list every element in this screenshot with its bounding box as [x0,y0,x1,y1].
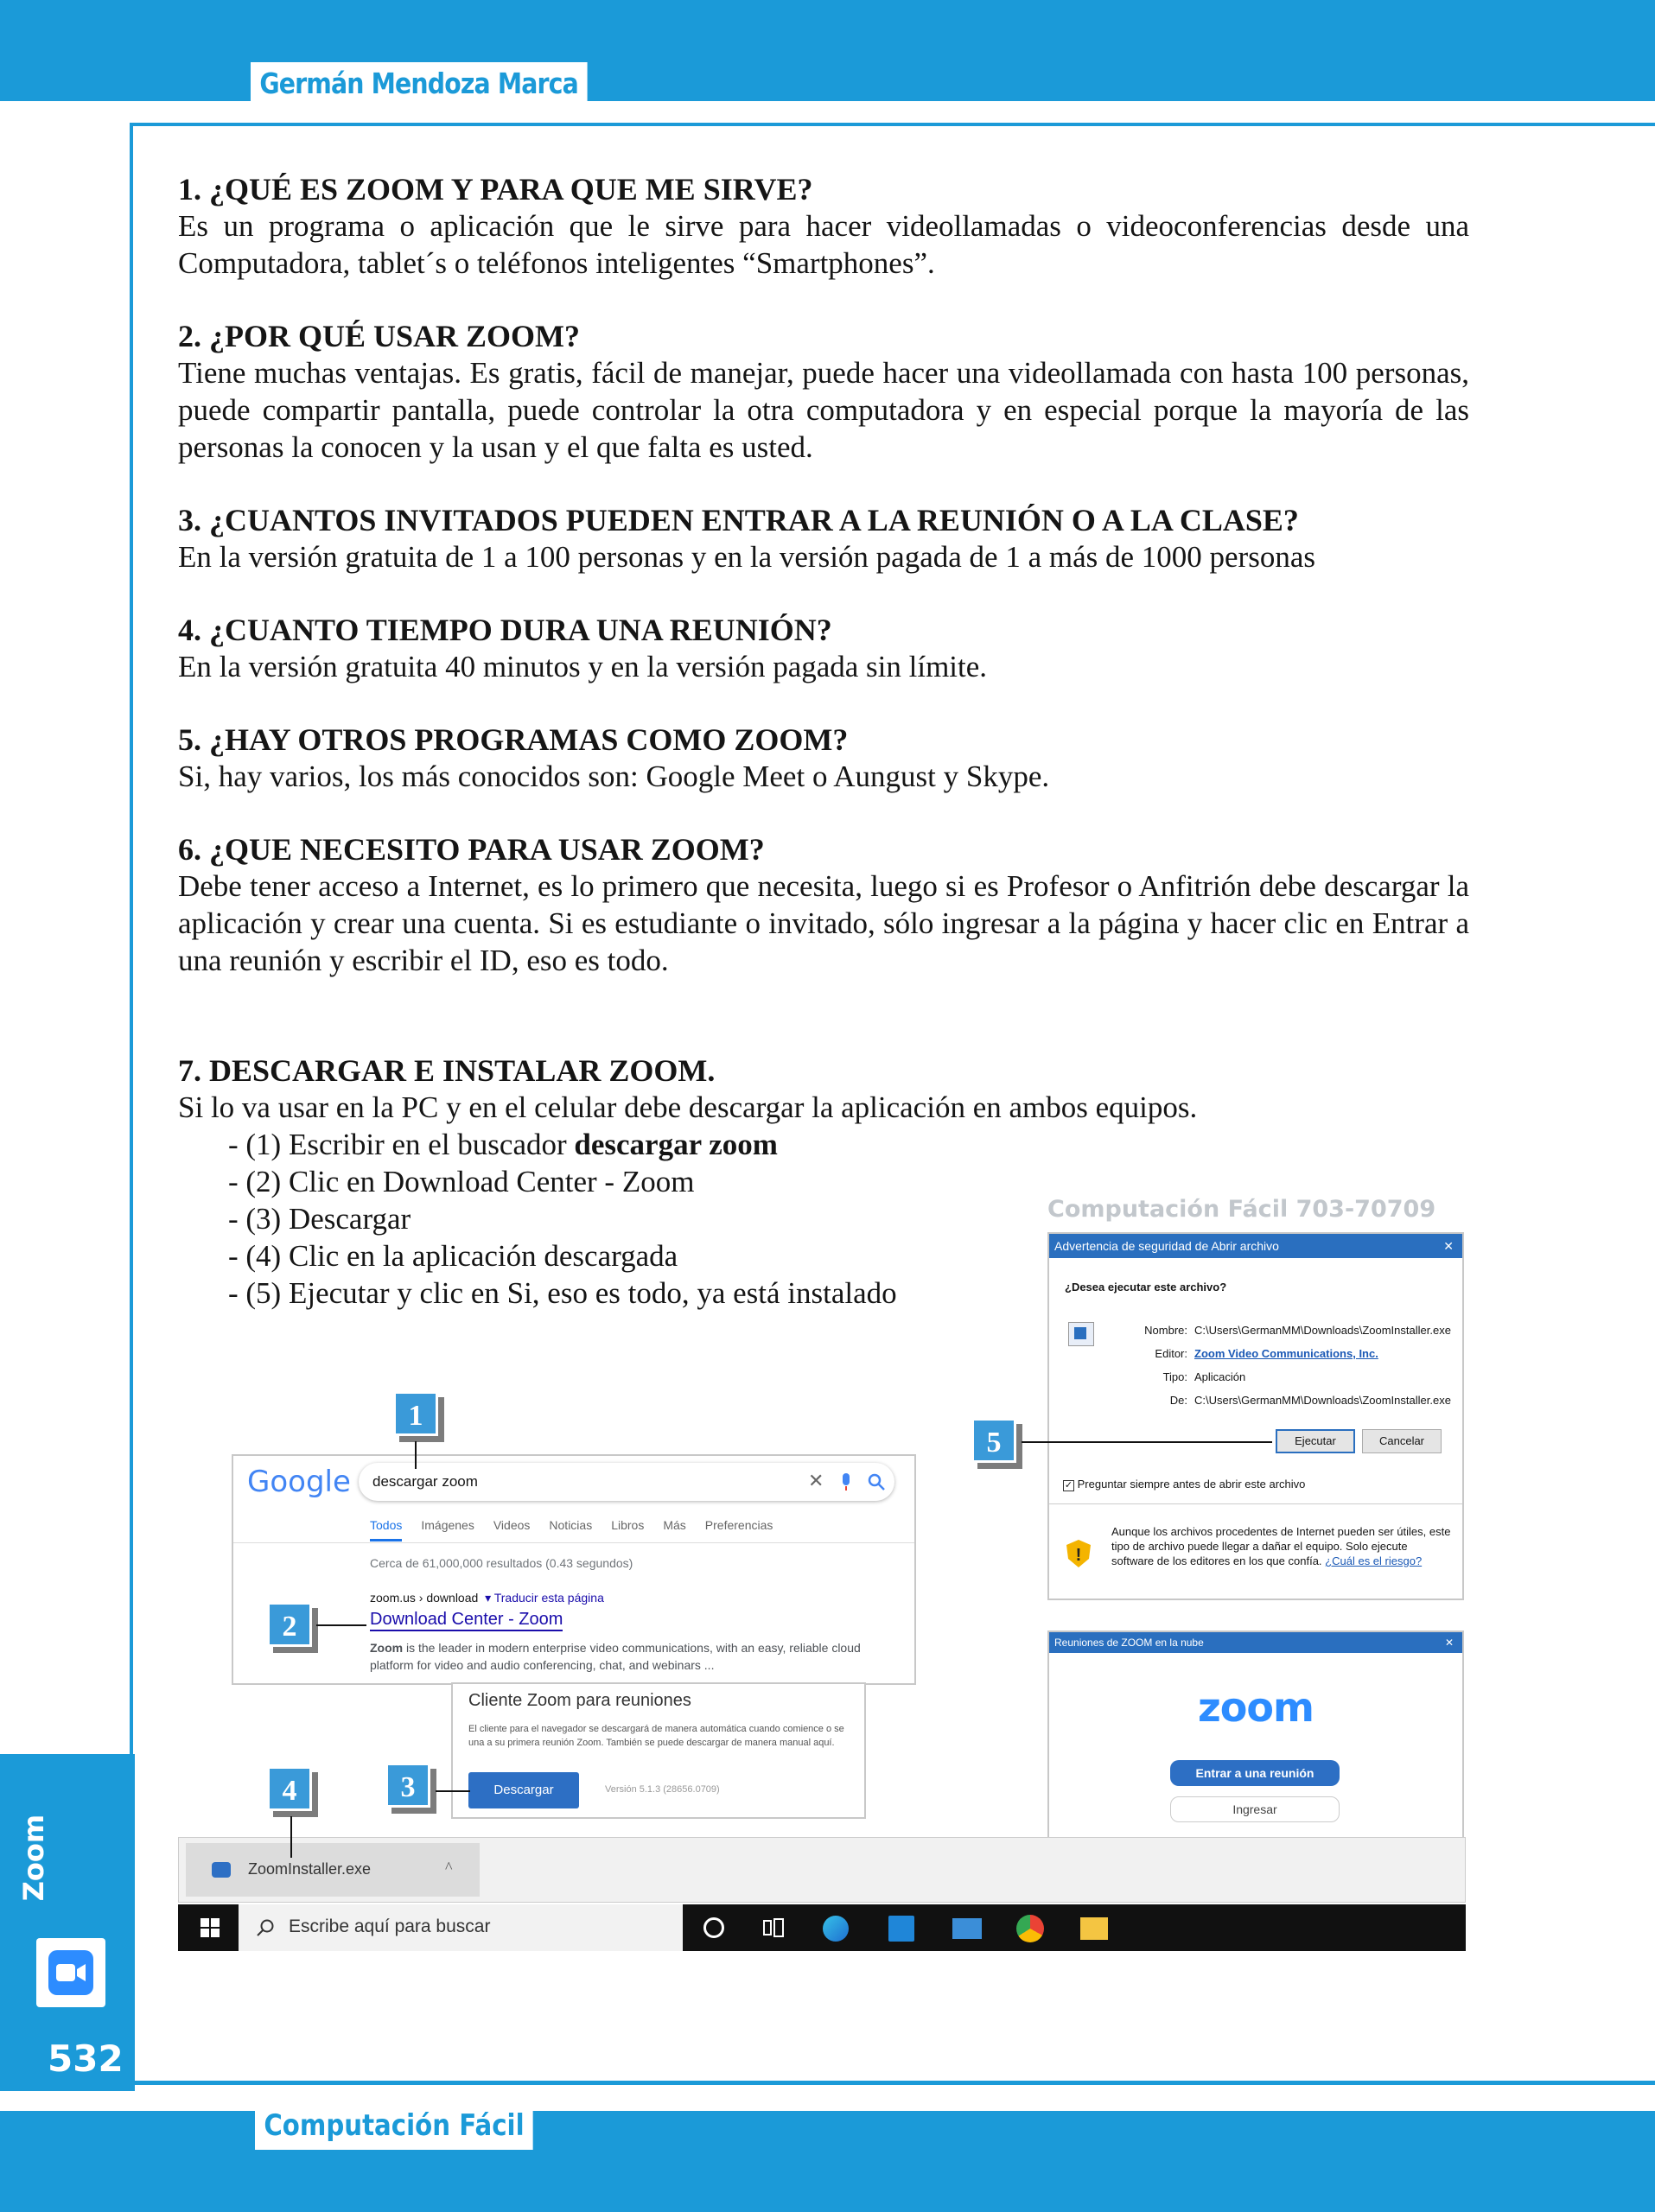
download-file-name: ZoomInstaller.exe [248,1860,372,1878]
risk-link[interactable]: ¿Cuál es el riesgo? [1325,1554,1423,1567]
section-title: 3. ¿CUANTOS INVITADOS PUEDEN ENTRAR A LA REUNIÓN O A LA CLASE? [178,503,1299,537]
section-body: En la versión gratuita de 1 a 100 personas y en la versión pagada de 1 a más de 1000 personas [178,540,1315,574]
zoom-logo: zoom [1198,1684,1314,1731]
client-desc: El cliente para el navegador se descargará de manera automática cuando comience o se una a su primera reunión Zoom. También se puede descargar de manera manual aquí. [468,1724,844,1748]
result-breadcrumb: zoom.us › download [370,1591,479,1605]
callout-1-arrow [415,1441,417,1469]
dialog-labels: Nombre: Editor: Tipo: De: [1144,1324,1187,1407]
download-button[interactable]: Descargar [468,1772,579,1808]
tab-todos[interactable]: Todos [370,1518,402,1541]
windows-taskbar [178,1904,1466,1951]
mic-icon[interactable] [839,1471,853,1492]
section-2 [178,318,1469,466]
publisher-link[interactable]: Zoom Video Communications, Inc. [1194,1347,1378,1360]
main-text [178,171,1469,1312]
divider [1049,1503,1462,1504]
callout-2-arrow [316,1624,366,1626]
step-item: - (3) Descargar [228,1202,411,1236]
shield-warning-icon [1065,1538,1092,1569]
always-ask-checkbox[interactable]: ✓ Preguntar siempre antes de abrir este archivo [1064,1478,1306,1491]
google-logo: Google [247,1465,351,1499]
author-name: Germán Mendoza Marca [251,62,587,105]
section-4 [178,612,1469,685]
cortana-icon[interactable] [703,1917,724,1938]
chevron-up-icon[interactable]: ^ [445,1859,453,1876]
svg-text:!: ! [1075,1546,1082,1565]
file-icon [1068,1322,1094,1346]
taskbar-search[interactable] [239,1904,683,1951]
join-meeting-button[interactable]: Entrar a una reunión [1170,1760,1340,1786]
client-title: Cliente Zoom para reuniones [468,1691,691,1710]
section-title: 4. ¿CUANTO TIEMPO DURA UNA REUNIÓN? [178,613,832,647]
step-item: - (1) Escribir en el buscador descargar zoom [228,1128,778,1161]
search-icon[interactable] [867,1472,886,1491]
step-item: - (4) Clic en la aplicación descargada [228,1239,678,1273]
file-explorer-icon[interactable] [1080,1917,1108,1940]
callout-5-arrow [1022,1441,1272,1443]
frame-left [130,123,133,1760]
search-icon [256,1918,275,1937]
section-body: Debe tener acceso a Internet, es lo primero que necesita, luego si es Profesor o Anfitrión debe descargar la aplicación y crear una cuenta. Si es estudiante o invitado, sólo ingresar a la página y hacer clic en Entrar a una reunión y escribir el ID, eso es todo. [178,869,1469,977]
window-titlebar [1049,1632,1462,1653]
window-title: Reuniones de ZOOM en la nube [1054,1637,1204,1649]
download-item[interactable] [186,1843,480,1897]
frame-bottom [130,2081,1655,2085]
callout-2: 2 [267,1602,312,1647]
page-number: 532 [0,2026,135,2091]
sign-in-button[interactable]: Ingresar [1170,1796,1340,1822]
top-banner [0,0,1655,101]
section-title: 7. DESCARGAR E INSTALAR ZOOM. [178,1053,716,1088]
taskbar-search-placeholder: Escribe aquí para buscar [289,1916,491,1936]
mail-icon[interactable] [952,1918,982,1939]
translate-link[interactable]: ▾ Traducir esta página [485,1591,604,1605]
chrome-icon[interactable] [1016,1915,1044,1942]
section-body: En la versión gratuita 40 minutos y en la versión pagada sin límite. [178,650,988,683]
task-view-icon[interactable] [762,1917,785,1938]
windows-start-icon[interactable] [201,1918,220,1937]
callout-4: 4 [267,1766,312,1811]
close-icon[interactable]: ✕ [1444,1637,1454,1649]
section-title: 5. ¿HAY OTROS PROGRAMAS COMO ZOOM? [178,722,849,757]
frame-top [130,123,1655,126]
dialog-titlebar [1049,1234,1462,1258]
bottom-banner [0,2111,1655,2212]
result-title-link[interactable]: Download Center - Zoom [370,1610,563,1631]
tab-noticias[interactable]: Noticias [549,1518,593,1532]
section-body: Si, hay varios, los más conocidos son: Google Meet o Aungust y Skype. [178,760,1050,793]
edge-icon[interactable] [823,1916,849,1942]
callout-1: 1 [393,1391,438,1436]
tab-videos[interactable]: Videos [493,1518,531,1532]
section-body: Es un programa o aplicación que le sirve para hacer videollamadas o videoconferencias desde una Computadora, tablet´s o teléfonos inteligentes “Smartphones”. [178,209,1469,280]
step-item: - (2) Clic en Download Center - Zoom [228,1165,695,1198]
section-3 [178,502,1469,575]
zoom-app-icon [36,1938,105,2007]
section-title: 6. ¿QUE NECESITO PARA USAR ZOOM? [178,832,765,867]
result-snippet: Zoom is the leader in modern enterprise video communications, with an easy, reliable cloud platform for video and audio conferencing, chat, and webinars ... [370,1641,861,1672]
section-title: 1. ¿QUÉ ES ZOOM Y PARA QUE ME SIRVE? [178,172,813,207]
security-warning-dialog [1047,1232,1464,1600]
cancel-button[interactable]: Cancelar [1362,1429,1442,1453]
search-box[interactable] [359,1463,894,1501]
dialog-title: Advertencia de seguridad de Abrir archivo [1054,1239,1279,1253]
tab-imagenes[interactable]: Imágenes [421,1518,474,1532]
dialog-question: ¿Desea ejecutar este archivo? [1065,1281,1227,1294]
tab-mas[interactable]: Más [663,1518,686,1532]
client-version: Versión 5.1.3 (28656.0709) [605,1784,720,1795]
callout-3-arrow [436,1790,470,1792]
run-button[interactable]: Ejecutar [1276,1429,1355,1453]
result-url [370,1591,604,1605]
callout-4-arrow [290,1816,292,1858]
browser-download-bar [178,1837,1466,1903]
tab-libros[interactable]: Libros [611,1518,645,1532]
watermark: Computación Fácil 703-70709 [1047,1196,1436,1223]
section-title: 2. ¿POR QUÉ USAR ZOOM? [178,319,581,353]
section-body: Si lo va usar en la PC y en el celular debe descargar la aplicación en ambos equipos. [178,1090,1198,1124]
google-search-screenshot [232,1454,916,1685]
dialog-values: C:\Users\GermanMM\Downloads\ZoomInstaller.exe Zoom Video Communications, Inc. Aplicación C:\Users\GermanMM\Downloads\ZoomInstaller.exe [1194,1324,1451,1407]
side-tab-label: Zoom [17,1814,50,1902]
callout-3: 3 [385,1763,430,1808]
book-title: Computación Fácil [255,2102,533,2150]
clear-icon[interactable]: ✕ [808,1470,824,1491]
callout-5: 5 [971,1418,1016,1463]
zoom-file-icon [212,1862,231,1878]
search-query: descargar zoom [372,1473,478,1490]
section-5 [178,721,1469,795]
store-icon[interactable] [888,1916,914,1942]
section-1 [178,171,1469,282]
step-item: - (5) Ejecutar y clic en Si, eso es todo, ya está instalado [228,1276,897,1310]
search-tabs [370,1518,773,1541]
section-6 [178,831,1469,979]
section-body: Tiene muchas ventajas. Es gratis, fácil de manejar, puede hacer una videollamada con hasta 100 personas, puede compartir pantalla, puede controlar la otra computadora y en especial porque la mayoría de las personas la conocen y la usan y el que falta es usted. [178,356,1469,464]
tab-preferencias[interactable]: Preferencias [704,1518,773,1532]
close-icon[interactable]: ✕ [1443,1239,1454,1253]
warning-text: Aunque los archivos procedentes de Internet pueden ser útiles, este tipo de archivo puede llegar a dañar el equipo. Solo ejecute software de los editores en los que confía. ¿Cuál es el riesgo? [1111,1525,1451,1567]
result-stats: Cerca de 61,000,000 resultados (0.43 segundos) [370,1556,633,1570]
divider [233,1542,914,1543]
zoom-client-panel [451,1682,866,1819]
